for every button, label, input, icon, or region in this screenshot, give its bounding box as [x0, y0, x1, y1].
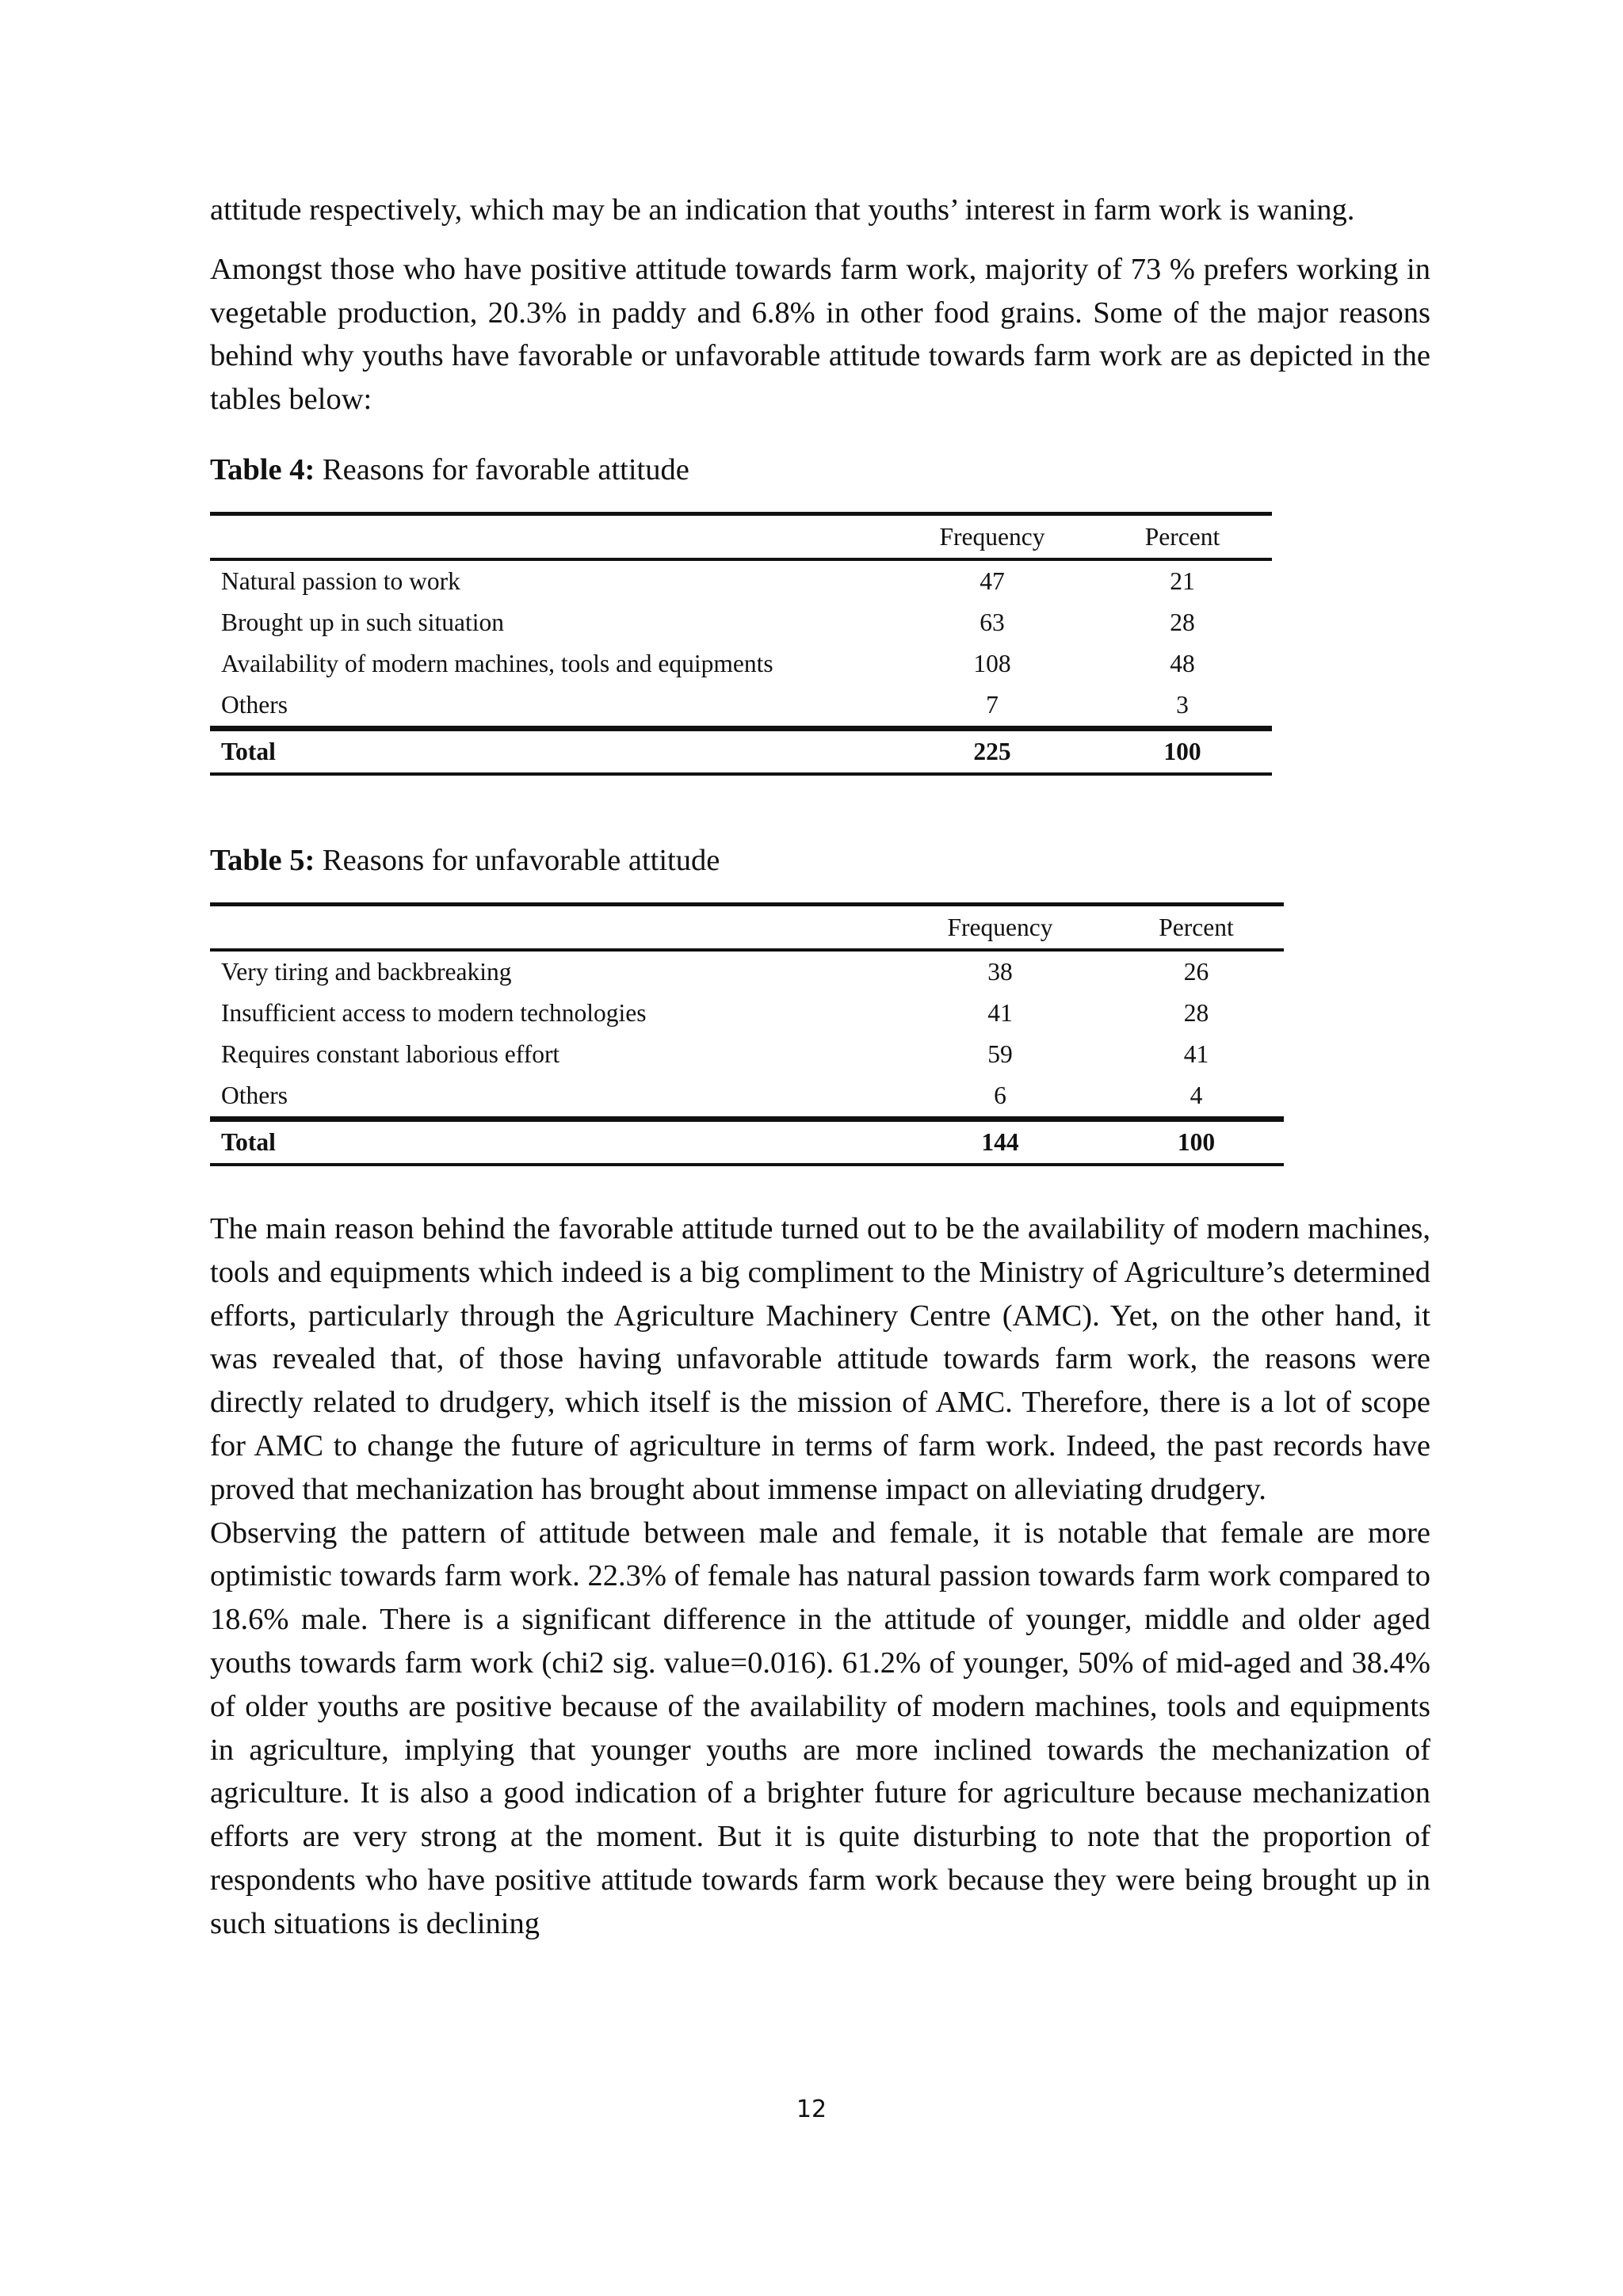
table5-row4-frequency: 6: [892, 1075, 1098, 1119]
table5-reasons-unfavorable: [210, 902, 1284, 1166]
table5-header-blank: [210, 904, 892, 950]
table5-header-row: [210, 904, 1284, 950]
table5-header-percent: Percent: [1098, 904, 1284, 950]
table4-row4-percent: 3: [1082, 685, 1272, 729]
table5-total-percent: 100: [1098, 1119, 1284, 1165]
table4-header-row: [210, 513, 1272, 559]
table4-total-label: Total: [210, 728, 892, 774]
table-row: [210, 1075, 1284, 1119]
paragraph-gender-age: Observing the pattern of attitude between male and female, it is notable that female are more optimistic towards farm work. 22.3% of female has natural passion towards farm work compared to 18.6% male. There is a significant difference in the attitude of younger, middle and older aged youths towards farm work (chi2 sig. value=0.016). 61.2% of younger, 50% of mid-aged and 38.4% of older youths are positive because of the availability of modern machines, tools and equipments in agriculture, implying that younger youths are more inclined towards the mechanization of agriculture. It is also a good indication of a brighter future for agriculture because mechanization efforts are very strong at the moment. But it is quite disturbing to note that the proportion of respondents who have positive attitude towards farm work because they were being brought up in such situations is declining: [210, 1516, 1430, 1940]
table4-caption: [210, 448, 1430, 491]
paragraph-intro: attitude respectively, which may be an indication that youths’ interest in farm work is waning.: [210, 193, 1355, 227]
paragraph-main-reason: The main reason behind the favorable attitude turned out to be the availability of modern machines, tools and equipments which indeed is a big compliment to the Ministry of Agriculture’s determined efforts, particularly through the Agriculture Machinery Centre (AMC). Yet, on the other hand, it was revealed that, of those having unfavorable attitude towards farm work, the reasons were directly related to drudgery, which itself is the mission of AMC. Therefore, there is a lot of scope for AMC to change the future of agriculture in terms of farm work. Indeed, the past records have proved that mechanization has brought about immense impact on alleviating drudgery.: [210, 1211, 1430, 1506]
table4-row1-label: Natural passion to work: [221, 566, 460, 595]
table4-total-percent: 100: [1082, 728, 1272, 774]
page-number: 12: [796, 2096, 827, 2123]
table5-label: Table 5:: [210, 843, 315, 877]
table5-row3-frequency: 59: [987, 1039, 1013, 1068]
table5-caption: [210, 839, 1430, 882]
table5-row3-percent: 41: [1183, 1039, 1209, 1068]
table5-title: Reasons for unfavorable attitude: [322, 843, 720, 877]
table4-total-frequency: 225: [892, 728, 1082, 774]
table5-row1-percent: 26: [1183, 957, 1209, 986]
table-row: [210, 602, 1272, 643]
table5-total-frequency: 144: [892, 1119, 1098, 1165]
table4-row2-percent: 28: [1170, 608, 1195, 636]
table-row: [210, 993, 1284, 1034]
table4-row3-percent: 48: [1170, 649, 1195, 677]
table4-label: Table 4:: [210, 452, 315, 486]
table5-row1-label: Very tiring and backbreaking: [221, 957, 512, 986]
table5-total-row: [210, 1119, 1284, 1165]
table4-total-row: [210, 728, 1272, 774]
table5-row3-label: Requires constant laborious effort: [221, 1039, 560, 1068]
paragraph-preferences: Amongst those who have positive attitude towards farm work, majority of 73 % prefers working in vegetable production, 20.3% in paddy and 6.8% in other food grains. Some of the major reasons behind why youths have favorable or unfavorable attitude towards farm work are as depicted in the tables below:: [210, 252, 1430, 417]
table4-header-percent: Percent: [1082, 513, 1272, 559]
table5-row4-percent: 4: [1098, 1075, 1284, 1119]
table4-row2-frequency: 63: [980, 608, 1005, 636]
table4-row2-label: Brought up in such situation: [221, 608, 504, 636]
table5-row2-label: Insufficient access to modern technologies: [221, 998, 647, 1027]
table4-reasons-favorable: [210, 512, 1272, 776]
table-row: [210, 559, 1272, 602]
table-row: [210, 685, 1272, 729]
table5-row2-percent: 28: [1183, 998, 1209, 1027]
table4-header-frequency: Frequency: [892, 513, 1082, 559]
table4-row4-label: Others: [210, 685, 892, 729]
table4-row3-label: Availability of modern machines, tools and equipments: [221, 649, 773, 677]
table-row: [210, 1034, 1284, 1075]
table5-total-label: Total: [210, 1119, 892, 1165]
table4-row1-frequency: 47: [980, 566, 1005, 595]
table5-row4-label: Others: [210, 1075, 892, 1119]
table5-row1-frequency: 38: [987, 957, 1013, 986]
table-row: [210, 950, 1284, 993]
table4-row1-percent: 21: [1170, 566, 1195, 595]
table4-row3-frequency: 108: [973, 649, 1011, 677]
table4-row4-frequency: 7: [892, 685, 1082, 729]
table-row: [210, 643, 1272, 685]
table4-header-blank: [210, 513, 892, 559]
table4-title: Reasons for favorable attitude: [322, 452, 689, 486]
table5-row2-frequency: 41: [987, 998, 1013, 1027]
document-page: [210, 189, 1430, 1946]
table5-header-frequency: Frequency: [892, 904, 1098, 950]
